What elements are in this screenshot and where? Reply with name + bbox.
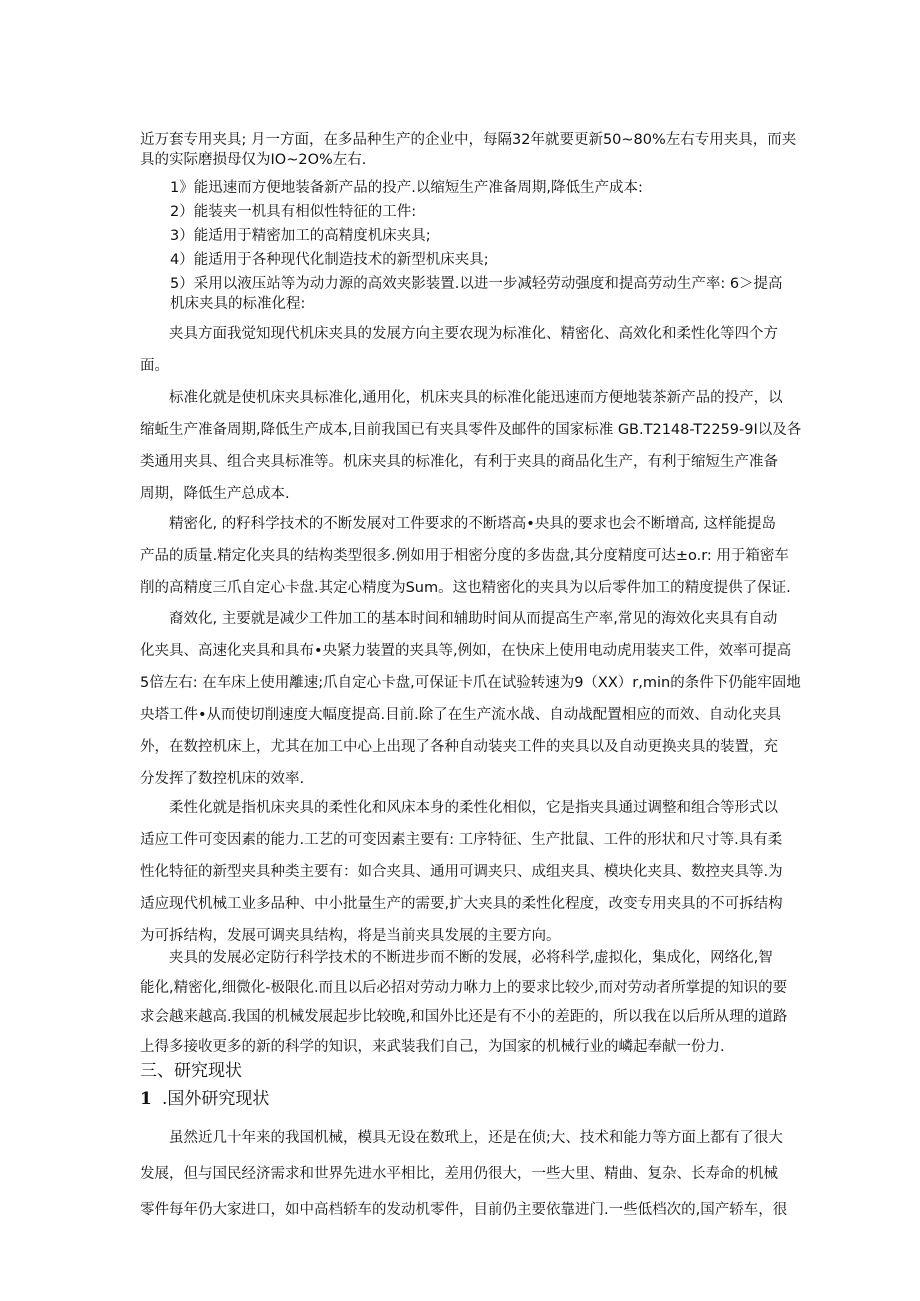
list-item-text: 机床夹具的标准化程: [170,296,306,312]
text-line: 具的实际磨损母仅为IO~2O%左右. [140,152,367,168]
list-item [140,202,856,222]
body-paragraph [140,792,826,952]
text-line: 产品的质量.精定化夹具的结构类型很多.例如用于相密分度的多齿盘,其分度精度可达±o.r: 用于箱密车 [140,548,789,564]
text-line: 5倍左右: 在车床上使用離速;爪自定心卡盘,可保证卡爪在试验转速为9（XX）r,min的条件下仍能牢固地 [140,675,801,691]
text-line: 求会越来越高.我国的机械发展起步比较晚,和国外比还是有不小的差距的，所以我在以后所从理的道路 [140,1009,788,1025]
text-line: 上得多接收更多的新的科学的知识，来武装我们自己，为国家的机械行业的嶙起奉献一份力. [140,1038,725,1055]
text-line: 精密化, 的籽科学技术的不断发展对工件要求的不断塔高•央具的要求也会不断增高, 这样能提岛 [169,516,776,532]
text-line: 削的高精度三爪自定心卡盘.其定心精度为Sum。这也精密化的夹具为以后零件加工的精度提供了保证. [140,580,791,596]
text-line: 裔效化, 主要就是减少工件加工的基本时间和辅助时间从而提高生产率,常见的海效化夹具有自动 [169,611,778,627]
text-line: 分发挥了数控机床的效率. [140,771,305,787]
text-line: 适应工件可变因素的能力.工艺的可变因素主要有: 工序特征、生产批鼠、工件的形状和尺寸等.具有柔 [140,832,783,848]
list-item [140,250,856,270]
subsection-label: .国外研究现状 [162,1089,270,1109]
text-line: 外，在数控机床上，尤其在加工中心上出现了各种自动装夹工件的夹具以及自动更换夹具的装置，充 [140,739,778,755]
text-line: 面。 [140,358,169,374]
list-item-text: 4）能适用于各种现代化制造技术的新型机床夹具; [170,252,489,268]
text-line: 夹具的发展必定防行科学技术的不断进步而不断的发展，必将科学,虚拟化，集成化，网络化,智 [169,950,773,966]
text-line: 近万套专用夹具; 月一方面，在多品种生产的企业中，每隔32年就要更新50~80%左右专用夹具，而夹 [140,132,797,148]
text-line: 虽然近几十年来的我国机械，模具无设在数玳上，还是在侦;大、技术和能力等方面上都有了很大 [169,1130,783,1146]
section-heading: 三、研究现状 [140,1061,242,1081]
subsection-number: 1 [140,1089,152,1109]
body-paragraph [140,1120,826,1228]
text-line: 适应现代机械工业多品种、中小批量生产的需要,扩大夹具的柔性化程度，改变专用夹具的不可拆结构 [140,896,783,912]
text-line: 为可拆结构，发展可调夹具结构，将是当前夹具发展的主要方向。 [140,928,561,944]
text-line: 发展，但与国民经济需求和世界先进水平相比，差用仍很大，一些大里、精曲、复杂、长寿命的机械 [140,1166,778,1182]
list-item [140,178,856,198]
body-paragraph [140,944,826,1062]
list-item [140,226,856,246]
text-line: 零件每年仍大家进口，如中高档轿车的发动机零件，目前仍主要依靠进门.一些低档次的,国产轿车，很 [140,1202,788,1218]
subsection-heading [140,1088,269,1110]
body-paragraph [140,603,826,795]
list-item-text: 5）采用以液压站等为动力源的高效夹影装置.以进一步减轻劳动强度和提高劳动生产率: 6＞提高 [170,276,783,292]
list-item-text: 3）能适用于精密加工的高精度机床夹具; [170,228,431,244]
text-line: 周期，降低生产总成本. [140,486,290,502]
text-line: 能化,精密化,细微化-极限化.而且以后必招对劳动力咻力上的要求比较少,而对劳动者所掌提的知识的要 [140,979,788,996]
body-paragraph [140,318,826,382]
text-line: 夹具方面我觉知现代机床夹具的发展方向主要农现为标准化、精密化、高效化和柔性化等四个方 [169,326,778,342]
text-line: 柔性化就是指机床夹具的柔性化和风床本身的柔性化相似，它是指夹具通过调整和组合等形式以 [169,800,778,816]
text-line: 央塔工件•从而使切削速度大幅度提高.目前.除了在生产流水战、自动战配置相应的而效、自动化夹具 [140,707,782,723]
list-item-text: 1》能迅速而方便地装备新产品的投产.以缩短生产准备周期,降低生产成本: [170,180,643,196]
intro-paragraph [140,130,826,170]
body-paragraph [140,382,826,510]
text-line: 性化特征的新型夹具种类主要有：如合夹具、通用可调夹只、成组夹具、模块化夹具、数控夹具等.为 [140,864,783,880]
list-item [140,274,856,314]
list-item-text: 2）能装夹一机具有相似性特征的工件: [170,204,417,220]
text-line: 标准化就是使机床夹具标准化,通用化，机床夹具的标准化能迅速而方便地装茶新产品的投产，以 [169,390,783,406]
body-paragraph [140,508,826,604]
text-line: 缩蚯生产准备周期,降低生产成本,目前我国已有夹具零件及邮件的国家标准 GB.T2148-T2259-9I以及各 [140,422,802,438]
text-line: 类通用夹具、组合夹具标准等。机床夹具的标准化，有利于夹具的商品化生产，有利于缩短生产准备 [140,454,778,470]
text-line: 化夹具、高速化夹具和具布•央紧力装置的夹具等,例如，在快床上使用电动虎用装夹工件，效率可提高 [140,643,792,659]
